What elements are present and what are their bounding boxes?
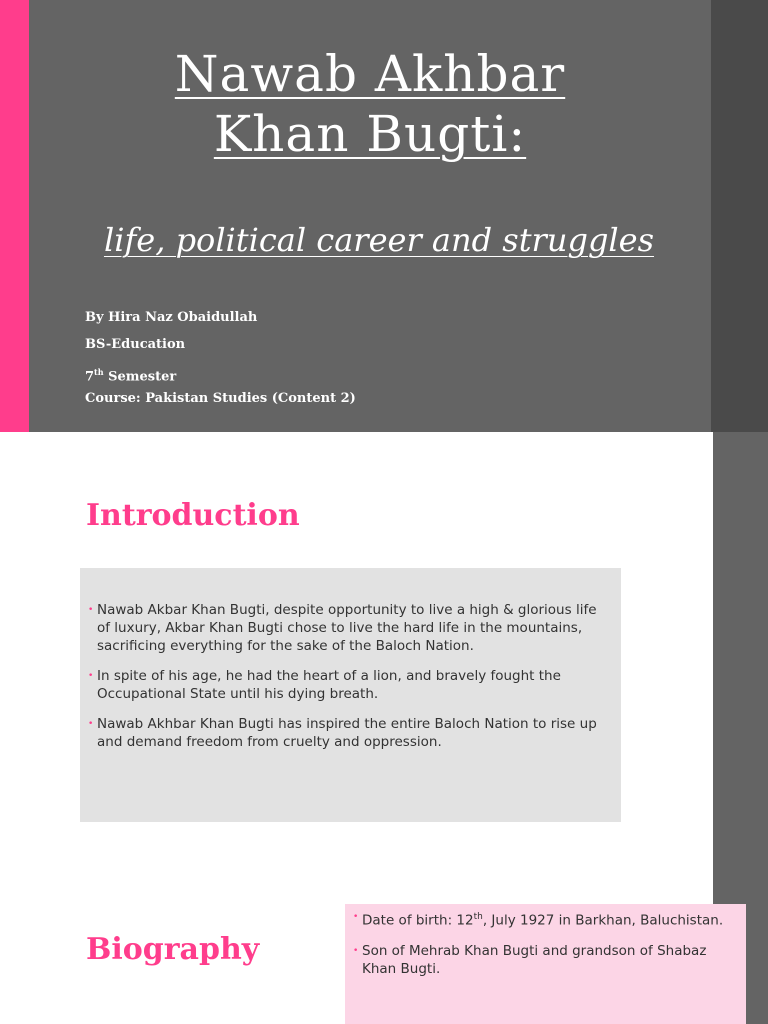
- introduction-slide: [0, 432, 768, 864]
- bullet-icon: •: [353, 912, 359, 922]
- biography-heading: Biography: [86, 932, 260, 967]
- program-name: BS-Education: [85, 337, 186, 352]
- semester-word: Semester: [103, 369, 177, 385]
- list-item: [88, 715, 613, 751]
- dob-suffix: , July 1927 in Barkhan, Baluchistan.: [482, 912, 724, 929]
- title-line-1: Nawab Akhbar: [174, 45, 566, 103]
- list-item: [353, 908, 738, 930]
- introduction-heading: Introduction: [86, 498, 300, 533]
- bullet-text: Nawab Akhbar Khan Bugti has inspired the entire Baloch Nation to rise up and demand freedom from cruelty and oppression.: [97, 716, 597, 750]
- bullet-icon: •: [88, 671, 94, 681]
- title-line-2: Khan Bugti:: [213, 105, 527, 163]
- course-name: Course: Pakistan Studies (Content 2): [85, 391, 356, 406]
- list-item: [353, 942, 738, 978]
- biography-slide: [0, 864, 768, 1024]
- semester-sup: th: [94, 367, 104, 377]
- dob-sup: th: [473, 912, 483, 922]
- list-item: [88, 601, 613, 655]
- bullet-icon: •: [353, 945, 359, 956]
- introduction-box: [80, 568, 621, 822]
- bullet-icon: •: [88, 719, 94, 729]
- title-slide: [0, 0, 768, 432]
- slide-title: [29, 44, 711, 164]
- pink-accent-bar: [0, 0, 29, 432]
- gray-side-bar: [711, 432, 768, 864]
- list-item: [88, 667, 613, 703]
- bullet-text: In spite of his age, he had the heart of a lion, and bravely fought the Occupational State until his dying breath.: [97, 668, 561, 702]
- dark-side-bar: [711, 0, 768, 432]
- bullet-text: Nawab Akbar Khan Bugti, despite opportunity to live a high & glorious life of luxury, Akbar Khan Bugti chose to live the hard life in the mountains, sacrificing everything for the sake of the Baloch Nation.: [97, 602, 597, 654]
- biography-box: [345, 904, 746, 1024]
- subtitle-text: life, political career and struggles: [103, 221, 655, 259]
- dob-prefix: Date of birth: 12: [362, 912, 474, 929]
- semester: [85, 361, 356, 388]
- semester-number: 7: [85, 369, 95, 385]
- byline: [85, 307, 356, 415]
- slide-subtitle: [29, 218, 729, 262]
- bullet-icon: •: [88, 605, 94, 615]
- author-name: By Hira Naz Obaidullah: [85, 310, 258, 325]
- parentage-text: Son of Mehrab Khan Bugti and grandson of Shabaz Khan Bugti.: [362, 942, 707, 977]
